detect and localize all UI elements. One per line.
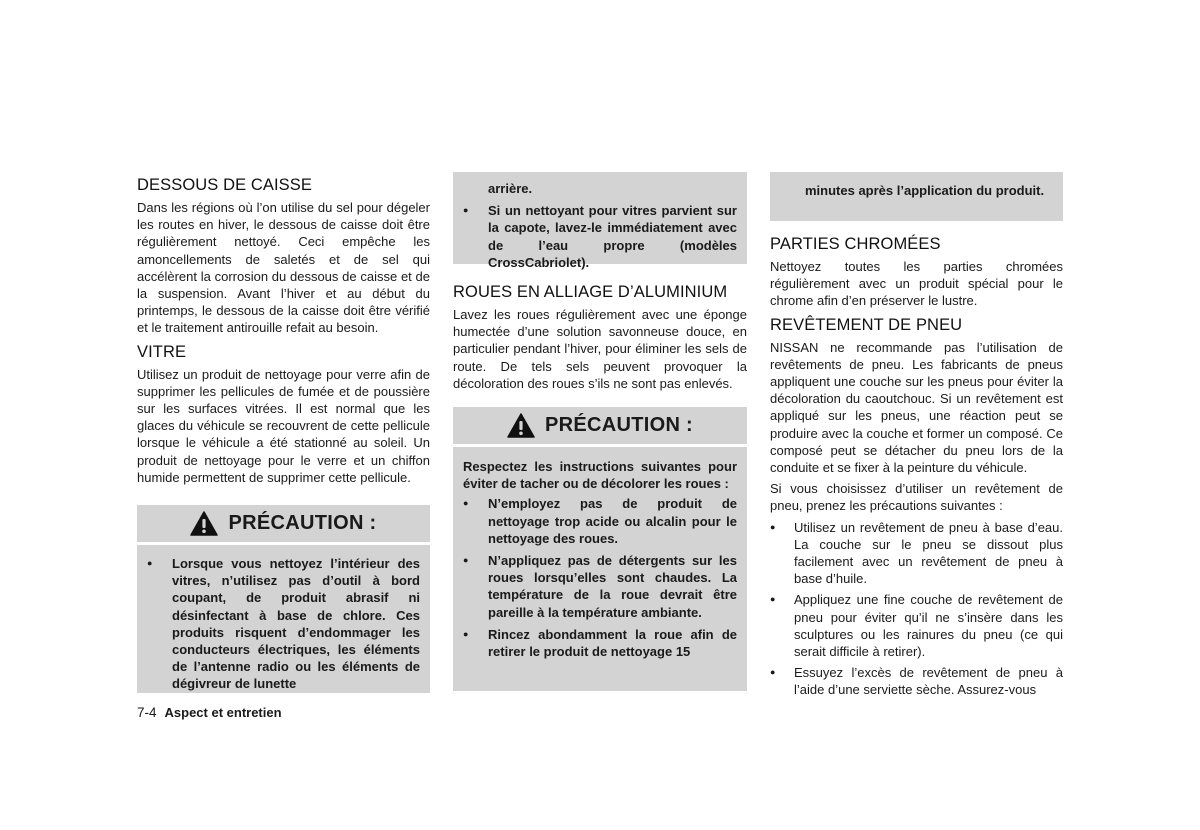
caution-header bbox=[453, 407, 747, 444]
column-right bbox=[770, 172, 1063, 703]
caution-continuation-box bbox=[770, 172, 1063, 221]
caution-bullet-3: ● Rincez abondamment la roue afin de retirer le produit de nettoyage 15 bbox=[453, 626, 737, 660]
heading-dessous-de-caisse: DESSOUS DE CAISSE bbox=[137, 176, 312, 194]
caution-bullet-2: ● N’appliquez pas de détergents sur les roues lorsqu’elles sont chaudes. La température de la roue devrait être pareille à la température ambiante. bbox=[453, 552, 737, 621]
caution-bullet-capote: ● Si un nettoyant pour vitres parvient sur la capote, lavez-le immédiatement avec de l’eau propre (modèles CrossCabriolet). bbox=[453, 202, 737, 271]
column-left bbox=[137, 175, 430, 693]
warning-triangle-icon bbox=[507, 413, 535, 438]
paragraph-vitre: Utilisez un produit de nettoyage pour verre afin de supprimer les pellicules de fumée et de poussière sur les surfaces vitrées. Il est normal que les glaces du véhicule se recouvrent de cette pellicule lorsque le véhicule a été stationné au soleil. Un produit de nettoyage pour le verre et un chiffon humide permettent de supprimer cette pellicule. bbox=[137, 366, 430, 485]
list-item-fine-couche: ● Appliquez une fine couche de revêtement de pneu pour éviter qu’il ne s’insère dans les sculptures ou les rainures du pneu (ce qui serait difficile à retirer). bbox=[770, 591, 1063, 660]
caution-continuation-text: minutes après l’application du produit. bbox=[805, 183, 1045, 198]
caution-box bbox=[137, 545, 430, 693]
section-name: Aspect et entretien bbox=[164, 705, 282, 720]
caution-title: PRÉCAUTION : bbox=[228, 512, 377, 535]
paragraph-parties-chromees: Nettoyez toutes les parties chromées régulièrement avec un produit spécial pour le chrome afin d’en préserver le lustre. bbox=[770, 259, 1063, 309]
caution-bullet: ● Lorsque vous nettoyez l’intérieur des vitres, n’utilisez pas d’outil à bord coupant, de produit abrasif ni désinfectant à base de chlore. Ces produits risquent d’endommager les conducteurs électriques, les éléments de l’antenne radio ou les éléments de dégivreur de lunette bbox=[137, 555, 420, 693]
heading-roues-alliage: ROUES EN ALLIAGE D’ALUMINIUM bbox=[453, 283, 728, 301]
caution-continuation-line: arrière. bbox=[488, 181, 533, 196]
warning-triangle-icon bbox=[190, 511, 218, 536]
caution-continuation-box bbox=[453, 172, 747, 270]
column-middle bbox=[453, 172, 747, 691]
caution-header bbox=[137, 505, 430, 542]
paragraph-revetement-pneu-2: Si vous choisissez d’utiliser un revêtement de pneu, prenez les précautions suivantes : bbox=[770, 481, 1063, 514]
page-footer bbox=[137, 705, 282, 720]
caution-box bbox=[453, 447, 747, 691]
caution-bullet-1: ● N’employez pas de produit de nettoyage trop acide ou alcalin pour le nettoyage des roues. bbox=[453, 495, 737, 547]
heading-revetement-pneu: REVÊTEMENT DE PNEU bbox=[770, 315, 963, 334]
list-item-essuyez: ● Essuyez l’excès de revêtement de pneu à l’aide d’une serviette sèche. Assurez-vous bbox=[770, 664, 1063, 698]
caution-title: PRÉCAUTION : bbox=[544, 414, 694, 437]
paragraph-dessous-de-caisse: Dans les régions où l’on utilise du sel pour dégeler les routes en hiver, le dessous de caisse doit être régulièrement nettoyé. Ceci empêche les amoncellements de saletés et de sel qui accélèrent la corrosion du dessous de caisse et de la suspension. Avant l’hiver et au début du printemps, le dessous de la caisse doit être vérifié et le traitement antirouille refait au besoin. bbox=[137, 200, 430, 336]
list-item-base-eau: ● Utilisez un revêtement de pneu à base d’eau. La couche sur le pneu se dissout plus facilement avec un revêtement de pneu à base d’huile. bbox=[770, 519, 1063, 588]
heading-vitre: VITRE bbox=[137, 342, 187, 361]
caution-intro: Respectez les instructions suivantes pour éviter de tacher ou de décolorer les roues : bbox=[463, 459, 737, 492]
paragraph-revetement-pneu-1: NISSAN ne recommande pas l’utilisation de revêtements de pneu. Les fabricants de pneus appliquent une couche sur les pneus pour éviter la décoloration du caoutchouc. Si un revêtement est appliqué sur les pneus, une réaction peut se produire avec la couche et former un composé. Ce composé peut se détacher du pneu lors de la conduite et se fixer à la peinture du véhicule. bbox=[770, 339, 1063, 476]
page-number: 7-4 bbox=[137, 705, 157, 720]
paragraph-roues-alliage: Lavez les roues régulièrement avec une éponge humectée d’une solution savonneuse douce, en particulier pendant l’hiver, pour éliminer les sels de route. De tels sels peuvent provoquer la décoloration des roues s’ils ne sont pas enlevés. bbox=[453, 307, 747, 391]
heading-parties-chromees: PARTIES CHROMÉES bbox=[770, 235, 941, 253]
